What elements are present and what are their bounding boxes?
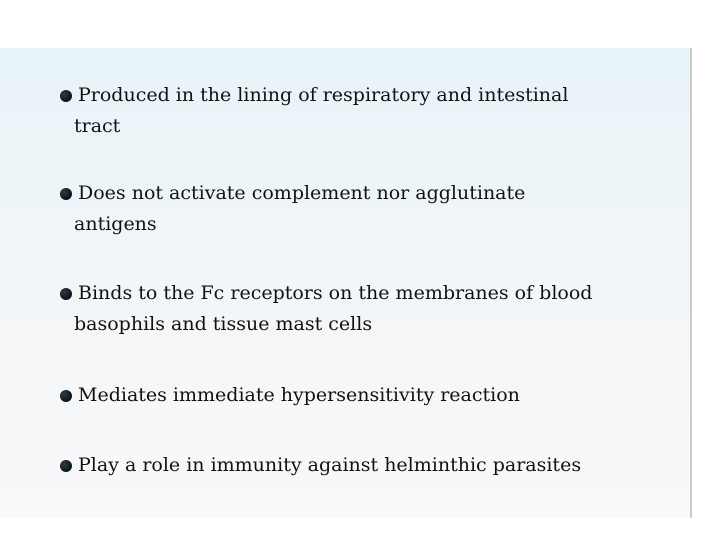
bullet-dot-icon [60, 288, 72, 300]
bullet-dot-icon [60, 90, 72, 102]
bullet-text: Does not activate complement nor agglutinate [78, 182, 526, 204]
bullet-text-continuation: basophils and tissue mast cells [74, 313, 373, 335]
bullet-dot-icon [60, 460, 72, 472]
bullet-dot-icon [60, 390, 72, 402]
bullet-text-continuation: tract [74, 115, 121, 137]
bullet-text: Produced in the lining of respiratory and intestinal [78, 84, 569, 106]
bullet-text: Mediates immediate hypersensitivity reaction [78, 384, 520, 406]
panel-edge [690, 48, 692, 518]
list-item [60, 84, 670, 142]
bullet-dot-icon [60, 188, 72, 200]
list-item [60, 384, 670, 411]
list-item [60, 282, 670, 340]
bullet-text-continuation: antigens [74, 213, 157, 235]
bullet-text: Play a role in immunity against helminthic parasites [78, 454, 582, 476]
list-item [60, 454, 670, 481]
list-item [60, 182, 670, 240]
bullet-text: Binds to the Fc receptors on the membranes of blood [78, 282, 593, 304]
